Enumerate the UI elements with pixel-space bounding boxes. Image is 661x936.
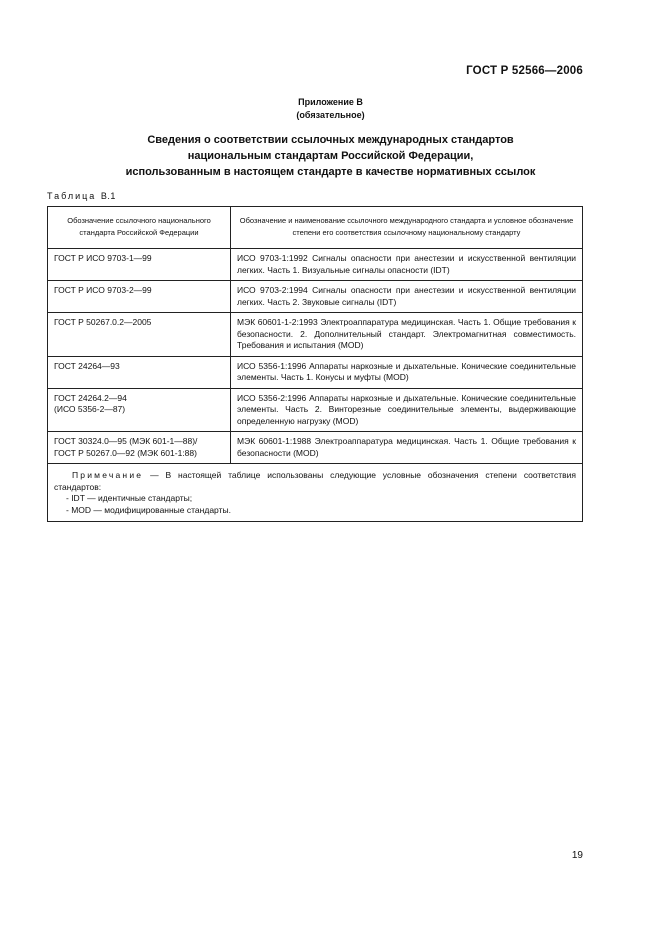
table-note xyxy=(48,464,583,522)
table-header-row xyxy=(48,207,583,249)
title-line: Сведения о соответствии ссылочных международных стандартов xyxy=(147,134,514,146)
international-standard-cell: МЭК 60601-1:1988 Электроаппаратура медицинская. Часть 1. Общие требования к безопасности (MOD) xyxy=(231,432,583,464)
national-standard-cell xyxy=(48,356,231,388)
national-standard-equivalent: (ИСО 5356-2—87) xyxy=(54,404,126,414)
international-standard-cell: ИСО 9703-2:1994 Сигналы опасности при анестезии и искусственной вентиляции легких. Часть 2. Звуковые сигналы (IDT) xyxy=(231,281,583,313)
national-standard: ГОСТ 24264—93 xyxy=(54,360,120,371)
section-title xyxy=(0,132,661,180)
table-row xyxy=(48,281,583,313)
title-line: национальным стандартам Российской Федерации, xyxy=(187,150,474,162)
national-standard-cell xyxy=(48,432,231,464)
national-standard: ГОСТ 30324.0—95 (МЭК 601-1—88)/ xyxy=(54,436,198,446)
note-text: — В настоящей таблице использованы следующие условные обозначения степени соответствия стандартов: xyxy=(54,470,576,492)
international-standard-cell: ИСО 5356-2:1996 Аппараты наркозные и дыхательные. Конические соединительные элементы. Часть 2. Винторезные соединительные элементы, выдерживающие определенную нагрузку (MOD) xyxy=(231,388,583,432)
national-standard-cell xyxy=(48,249,231,281)
international-standard-cell: ИСО 5356-1:1996 Аппараты наркозные и дыхательные. Конические соединительные элементы. Часть 1. Конусы и муфты (MOD) xyxy=(231,356,583,388)
table-row xyxy=(48,313,583,357)
column-header-international: Обозначение и наименование ссылочного международного стандарта и условное обозначение степени его соответствия ссылочному национальному стандарту xyxy=(231,207,583,249)
column-header-national: Обозначение ссылочного национального стандарта Российской Федерации xyxy=(48,207,231,249)
note-item: - IDT — идентичные стандарты; xyxy=(66,493,193,503)
table-caption-word: Таблица xyxy=(47,191,97,201)
table-row xyxy=(48,388,583,432)
title-line: использованным в настоящем стандарте в качестве нормативных ссылок xyxy=(125,166,536,178)
national-standard-cell xyxy=(48,313,231,357)
national-standard-cell xyxy=(48,388,231,432)
table-caption-number: В.1 xyxy=(100,191,116,201)
note-item: - MOD — модифицированные стандарты. xyxy=(66,504,231,515)
table-caption xyxy=(47,191,116,201)
document-code: ГОСТ Р 52566—2006 xyxy=(466,65,583,77)
national-standard: ГОСТ Р 50267.0.2—2005 xyxy=(54,317,152,327)
national-standard: ГОСТ Р ИСО 9703-1—99 xyxy=(54,253,152,263)
national-standard: ГОСТ 24264.2—94 xyxy=(54,392,127,403)
note-intro xyxy=(54,470,576,493)
standards-correspondence-table xyxy=(47,206,583,522)
appendix-heading xyxy=(0,96,661,122)
international-standard-cell: МЭК 60601-1-2:1993 Электроаппаратура медицинская. Часть 1. Общие требования к безопасности. 2. Дополнительный стандарт. Электромагнитная совместимость. Требования и испытания (MOD) xyxy=(231,313,583,357)
note-label: Примечание xyxy=(72,470,144,480)
appendix-label: Приложение В xyxy=(298,97,363,107)
page-number: 19 xyxy=(571,850,583,861)
national-standard: ГОСТ Р 50267.0—92 (МЭК 601-1:88) xyxy=(54,447,197,458)
national-standard: ГОСТ Р ИСО 9703-2—99 xyxy=(54,285,152,295)
national-standard-cell xyxy=(48,281,231,313)
table-note-row xyxy=(48,464,583,522)
international-standard-cell: ИСО 9703-1:1992 Сигналы опасности при анестезии и искусственной вентиляции легких. Часть 1. Визуальные сигналы опасности (IDT) xyxy=(231,249,583,281)
table-row xyxy=(48,356,583,388)
table-row xyxy=(48,249,583,281)
table-row xyxy=(48,432,583,464)
appendix-status: (обязательное) xyxy=(296,110,365,120)
